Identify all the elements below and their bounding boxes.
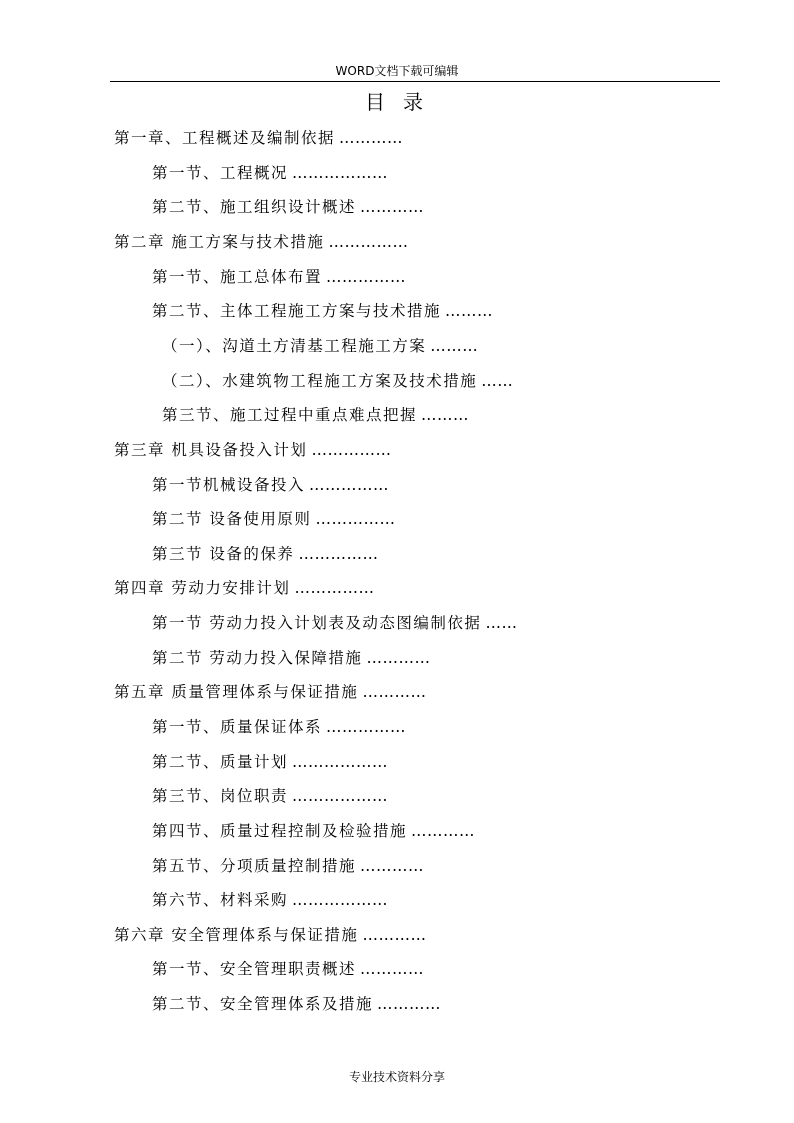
toc-entry-leader: ……………… (292, 787, 389, 805)
toc-section-entry[interactable] (152, 820, 475, 842)
toc-entry-label: 第一节、施工总体布置 (152, 268, 323, 286)
toc-entry-leader: …………… (309, 476, 390, 494)
toc-entry-label: 第二节 劳动力投入保障措施 (152, 649, 363, 667)
toc-chapter-entry[interactable] (114, 127, 403, 149)
toc-subsection-entry[interactable] (162, 335, 478, 357)
header-text: WORD文档下载可编辑 (335, 64, 459, 78)
toc-entry-leader: …………… (311, 441, 392, 459)
toc-chapter-entry[interactable] (114, 231, 408, 253)
toc-entry-leader: …………… (328, 233, 409, 251)
toc-entry-leader: ………… (339, 129, 404, 147)
toc-entry-leader: ………… (366, 649, 431, 667)
toc-chapter-entry[interactable] (114, 924, 426, 946)
toc-entry-leader: ………… (411, 822, 476, 840)
toc-entry-leader: …………… (294, 579, 375, 597)
toc-entry-label: 第二节、质量计划 (152, 753, 289, 771)
toc-entry-label: 第三节、施工过程中重点难点把握 (162, 406, 418, 424)
toc-chapter-entry[interactable] (114, 439, 391, 461)
toc-entry-leader: ………… (377, 995, 442, 1013)
toc-entry-leader: ………… (360, 198, 425, 216)
toc-entry-leader: …… (485, 614, 518, 632)
toc-entry-label: 第三章 机具设备投入计划 (114, 441, 308, 459)
toc-entry-label: 第三节 设备的保养 (152, 545, 295, 563)
toc-entry-label: 第三节、岗位职责 (152, 787, 289, 805)
toc-section-entry[interactable] (152, 647, 430, 669)
toc-entry-label: 第六节、材料采购 (152, 891, 289, 909)
toc-entry-label: 第二章 施工方案与技术措施 (114, 233, 325, 251)
toc-section-entry[interactable] (152, 508, 395, 530)
toc-section-entry[interactable] (152, 855, 424, 877)
toc-entry-label: （一）、沟道土方清基工程施工方案 (162, 337, 427, 355)
toc-entry-leader: ……………… (292, 164, 389, 182)
toc-entry-leader: ……………… (292, 753, 389, 771)
toc-entry-leader: ……… (421, 406, 470, 424)
toc-entry-leader: …………… (326, 268, 407, 286)
toc-entry-leader: ………… (360, 857, 425, 875)
toc-section-entry[interactable] (152, 751, 388, 773)
toc-section-entry[interactable] (152, 785, 388, 807)
toc-entry-label: 第一章、工程概述及编制依据 (114, 129, 336, 147)
toc-section-entry[interactable] (152, 266, 406, 288)
toc-entry-leader: ……………… (292, 891, 389, 909)
toc-entry-label: 第一节、安全管理职责概述 (152, 960, 357, 978)
toc-entry-label: （二）、水建筑物工程施工方案及技术措施 (162, 372, 478, 390)
toc-entry-label: 第一节、质量保证体系 (152, 718, 323, 736)
toc-entry-label: 第五章 质量管理体系与保证措施 (114, 683, 359, 701)
toc-entry-leader: ……… (445, 302, 494, 320)
toc-section-entry[interactable] (152, 196, 424, 218)
toc-title: 目录 (365, 90, 441, 114)
toc-section-entry[interactable] (152, 889, 388, 911)
toc-entry-label: 第二节、施工组织设计概述 (152, 198, 357, 216)
toc-entry-label: 第四节、质量过程控制及检验措施 (152, 822, 408, 840)
toc-section-entry[interactable] (152, 474, 389, 496)
toc-section-entry[interactable] (152, 993, 441, 1015)
toc-section-entry[interactable] (152, 300, 493, 322)
toc-entry-label: 第一节、工程概况 (152, 164, 289, 182)
footer-text: 专业技术资料分享 (348, 1070, 445, 1084)
toc-entry-label: 第四章 劳动力安排计划 (114, 579, 291, 597)
toc-entry-label: 第二节、安全管理体系及措施 (152, 995, 374, 1013)
toc-subsection-entry[interactable] (162, 370, 513, 392)
toc-section-entry[interactable] (152, 716, 406, 738)
toc-section-entry[interactable] (162, 404, 469, 426)
toc-entry-label: 第一节机械设备投入 (152, 476, 306, 494)
toc-entry-leader: ……… (430, 337, 479, 355)
toc-entry-label: 第六章 安全管理体系与保证措施 (114, 926, 359, 944)
toc-entry-leader: ………… (362, 926, 427, 944)
toc-entry-label: 第一节 劳动力投入计划表及动态图编制依据 (152, 614, 482, 632)
toc-entry-label: 第二节、主体工程施工方案与技术措施 (152, 302, 442, 320)
toc-section-entry[interactable] (152, 612, 517, 634)
toc-section-entry[interactable] (152, 543, 378, 565)
toc-entry-leader: …………… (315, 510, 396, 528)
toc-entry-leader: ………… (362, 683, 427, 701)
toc-chapter-entry[interactable] (114, 681, 426, 703)
toc-entry-leader: ………… (360, 960, 425, 978)
toc-entry-label: 第五节、分项质量控制措施 (152, 857, 357, 875)
toc-chapter-entry[interactable] (114, 577, 374, 599)
toc-entry-leader: …………… (326, 718, 407, 736)
toc-entry-leader: …………… (298, 545, 379, 563)
toc-entry-label: 第二节 设备使用原则 (152, 510, 312, 528)
toc-entry-leader: …… (481, 372, 514, 390)
toc-section-entry[interactable] (152, 162, 388, 184)
toc-section-entry[interactable] (152, 958, 424, 980)
